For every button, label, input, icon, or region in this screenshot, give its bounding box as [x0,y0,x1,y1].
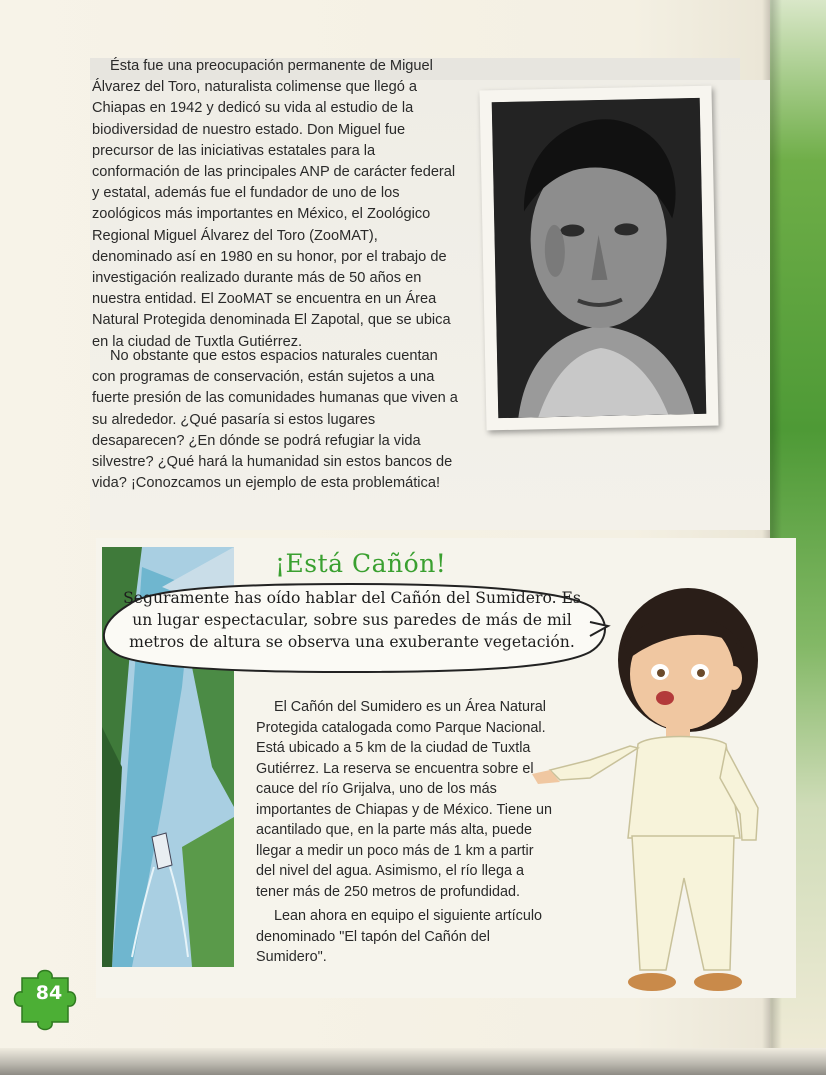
cartoon-boy-character [520,578,780,1008]
canyon-description [256,697,556,902]
page-number: 84 [35,982,63,1004]
closing-instruction [256,906,556,968]
paragraph-conservation-question: No obstante que estos espacios naturales cuentan con programas de conservación, están sujetos a una fuerte presión de las comunidades humanas que viven a su alrededor. ¿Qué pasaría si estos lugares desaparecen? ¿En dónde se podrá refugiar la vida silvestre? ¿Qué hará la humanidad sin estos bancos de vida? ¡Conozcamos un ejemplo de esta problemática! [92,348,458,492]
intro-paragraph [92,56,462,353]
paragraph-canyon-facts: El Cañón del Sumidero es un Área Natural Protegida catalogada como Parque Nacional. Está ubicado a 5 km de la ciudad de Tuxtla Gutiérrez. La reserva se encuentra sobre el cauce del río Grijalva, uno de los más importantes de Chiapas y de México. Tiene un acantilado que, en la parte más alta, puede llegar a medir un poco más de 1 km a partir del nivel del agua. Asimismo, el río llega a tener más de 250 metros de profundidad. [256,699,552,900]
portrait-photo-frame [479,86,718,431]
speech-bubble-text: Seguramente has oído hablar del Cañón del Sumidero. Es un lugar espectacular, sobre sus paredes de más de mil metros de altura se observa una exuberante vegetación. [123,589,581,651]
portrait-photo [492,98,707,418]
paragraph-alvarez-del-toro: Ésta fue una preocupación permanente de Miguel Álvarez del Toro, naturalista colimense que llegó a Chiapas en 1942 y dedicó su vida al estudio de la biodiversidad de nuestro estado. Don Miguel fue precursor de las iniciativas estatales para la conformación de las principales ANP de carácter federal y estatal, además fue el fundador de uno de los zoológicos más importantes en México, el Zoológico Regional Miguel Álvarez del Toro (ZooMAT), denominado así en 1980 en su honor, por el trabajo de investigación realizado durante más de 50 años en nuestra entidad. El ZooMAT se encuentra en un Área Natural Protegida denominada El Zapotal, que se ubica en la ciudad de Tuxtla Gutiérrez. [92,58,456,350]
section-title: ¡Está Cañón! [275,549,447,578]
scan-bottom-edge [0,1048,826,1075]
paragraph-team-reading: Lean ahora en equipo el siguiente artículo denominado "El tapón del Cañón del Sumidero". [256,908,543,965]
second-paragraph [92,346,462,494]
portrait-illustration [492,98,707,418]
